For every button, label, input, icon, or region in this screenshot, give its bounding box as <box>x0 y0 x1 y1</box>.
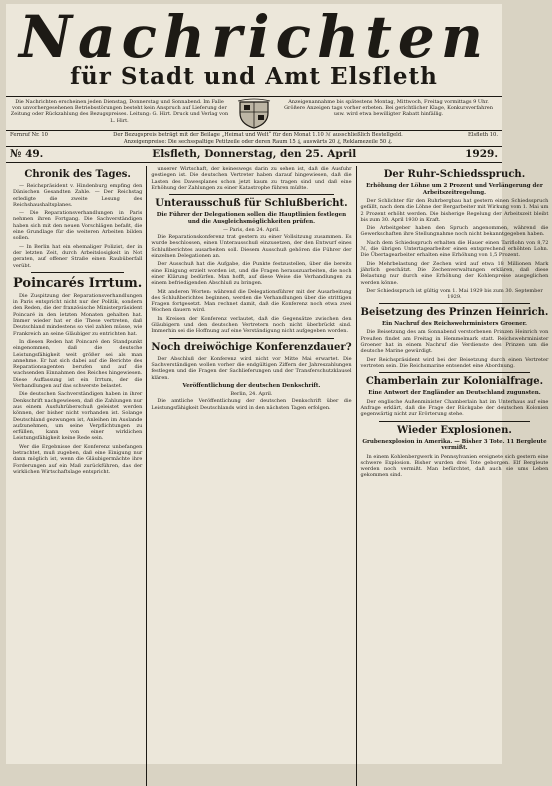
divider <box>31 272 124 273</box>
paragraph: In einem Kohlenbergwerk in Pennsylvanien ereignete sich gestern eine schwere Explosion. Bisher wurden drei Tote geborgen. Elf Bergleute werden noch vermißt. Man befürchtet, daß auch sie ums Leben gekommen sind. <box>360 453 549 479</box>
paragraph: Der Schlichter für den Ruhrbergbau hat gestern einen Schiedsspruch gefällt, nach dem die Löhne der Bergarbeiter mit Wirkung vom 1. Mai um 2 Prozent erhöht werden. Die bisherige Regelung der Arbeitszeit bleibt bis zum 30. April 1930 in Kraft. <box>360 198 549 223</box>
paragraph: — In Berlin hat ein ehemaliger Polizist, der in der letzten Zeit, durch Arbeitslosigkeit in Not geraten, auf offener Straße einen Raubüberfall verübt. <box>13 243 143 269</box>
dateline: Berlin, 24. April. <box>230 391 273 398</box>
divider <box>379 372 531 373</box>
paragraph: unserer Wirtschaft, der keineswegs darin zu sehen ist, daß die Ausfuhr gestiegen ist. Die deutschen Vertreter haben darauf hingewiesen, daß die Lasten des Dawesplanes schon jetzt kaum zu tragen sind und daß eine Erhöhung der Zahlungen zu einer Katastrophe führen müßte. <box>151 166 352 191</box>
phone-number: Fernruf Nr. 10 <box>10 132 48 138</box>
subheadline: Eine Antwort der Engländer an Deutschland zugunsten. <box>368 390 541 397</box>
paragraph: Der Ausschuß hat die Aufgabe, die Punkte festzustellen, über die bereits eine Einigung erzielt worden ist, und die Fragen herauszuarbeiten, die noch einer Klärung bedürfen. Man hofft, auf diese Weise die Verhandlungen zu einem befriedigenden Abschluß zu bringen. <box>151 261 352 287</box>
subheadline: Grubenexplosion in Amerika. — Bisher 3 Tote. 11 Bergleute vermißt. <box>362 438 547 452</box>
paragraph: Mit anderen Worten: während die Delegationsführer mit der Ausarbeitung des Schlußberichtes beginnen, werden die Verhandlungen über die strittigen Fragen fortgesetzt. Man rechnet damit, daß die Konferenz noch etwa zwei Wochen dauern wird. <box>151 288 352 314</box>
price-bar <box>6 130 502 146</box>
issue-date: Elsfleth, Donnerstag, den 25. April <box>152 148 357 160</box>
headline-konferenzdauer: Noch dreiwöchige Konferenzdauer? <box>151 341 352 353</box>
headline-poincare: Poincarés Irrtum. <box>13 275 143 291</box>
paragraph: Der Abschluß der Konferenz wird nicht vor Mitte Mai erwartet. Die Sachverständigen wollen vorher die endgültigen Ziffern der Jahreszahlungen festlegen und die Fragen der Sachlieferungen und der Transferschutzklausel klären. <box>151 355 352 381</box>
column-3 <box>356 166 552 786</box>
headline-chronik: Chronik des Tages. <box>24 169 131 180</box>
masthead-subtitle: für Stadt und Amt Elsfleth <box>70 63 438 90</box>
coat-of-arms-icon <box>237 99 271 129</box>
newspaper-page <box>6 3 549 764</box>
divider <box>379 303 531 304</box>
paragraph: Der englische Außenminister Chamberlain hat im Unterhaus auf eine Anfrage erklärt, daß die Frage der Rückgabe der deutschen Kolonien gegenwärtig nicht zur Erörterung stehe. <box>360 398 549 418</box>
article-columns <box>6 163 549 786</box>
dateline: — Paris, den 24. April. <box>222 227 280 234</box>
subheadline: Die Führer der Delegationen sollen die Hauptlinien festlegen und die Ausgleichsmöglichkeiten prüfen. <box>156 212 347 225</box>
paragraph: Die deutschen Sachverständigen haben in ihrer Denkschrift nachgewiesen, daß die Zahlungen nur aus einem Ausfuhrüberschuß geleistet werden können, der bisher nicht vorhanden ist. Solange Deutschland gezwungen ist, Anleihen im Auslande aufzunehmen, um seine Verpflichtungen zu erfüllen, kann von einer wirklichen Leistungsfähigkeit keine Rede sein. <box>13 391 143 442</box>
paragraph: Wer die Ergebnisse der Konferenz unbefangen betrachtet, muß zugeben, daß eine Einigung nur dann möglich ist, wenn die Gläubigermächte ihre Forderungen auf ein Maß zurückführen, das der wirklichen Wirtschaftslage entspricht. <box>13 443 143 475</box>
price-info <box>48 132 468 145</box>
masthead-title: Nachrichten <box>18 3 490 71</box>
paragraph: In Kreisen der Konferenz verlautet, daß die Gegensätze zwischen den Gläubigern und den deutschen Vertretern noch nicht überbrückt sind. Immerhin sei die Hoffnung auf eine Verständigung nicht aufgegeben worden. <box>151 315 352 335</box>
paragraph: In diesen Reden hat Poincaré den Standpunkt eingenommen, daß die deutsche Leistungsfähigkeit weit größer sei als man annehme. Er hat sich dabei auf die Berichte des Reparationsagenten berufen und auf die wachsenden Einnahmen des Reiches hingewiesen. Diese Auffassung ist ein Irrtum, der die Verhandlungen auf das schwerste belastet. <box>13 338 143 390</box>
column-1 <box>9 166 146 786</box>
dateline: Der Schiedsspruch ist gültig vom 1. Mai 1929 bis zum 30. September 1929. <box>366 287 543 300</box>
subheadline: Erhöhung der Löhne um 2 Prozent und Verlängerung der Arbeitszeitregelung. <box>366 183 543 196</box>
subheadline: Ein Nachruf des Reichswehrministers Groener. <box>381 320 527 327</box>
paragraph: Die Mehrbelastung der Zechen wird auf etwa 18 Millionen Mark jährlich geschätzt. Die Zechenverwaltungen erklären, daß diese Belastung nur durch eine Erhöhung der Kohlenpreise ausgeglichen werden könne. <box>360 260 549 286</box>
headline-explosionen: Wieder Explosionen. <box>397 424 512 436</box>
column-2 <box>146 166 355 786</box>
subheadline: Veröffentlichung der deutschen Denkschrift. <box>182 382 321 389</box>
paragraph: — Reichspräsident v. Hindenburg empfing den Dänischen Gesandten Zahle. — Der Reichstag erledigte die zweite Lesung des Reichshaushaltsplanes. <box>13 183 143 208</box>
date-bar <box>6 146 502 163</box>
headline-chamberlain: Chamberlain zur Kolonialfrage. <box>365 376 544 388</box>
publication-info-left: Die Nachrichten erscheinen jeden Dienstag, Donnerstag und Sonnabend. Im Falle von unvorhergesehenen Betriebsstörungen besteht kein Anspruch auf Lieferung der Zeitung oder Rückzahlung des Bezugspreises. Leitung: G. Hirt. Druck und Verlag von L. Hirt. <box>10 99 229 124</box>
publication-info <box>6 96 502 130</box>
subscription-price: Der Bezugspreis beträgt mit der Beilage „Heimat und Welt“ für den Monat 1.10 ℳ ausschließlich Bestellgeld. <box>113 132 403 138</box>
coat-of-arms-shield <box>237 99 271 129</box>
paragraph: Nach dem Schiedsspruch erhalten die Hauer einen Tariflohn von 8,72 ℳ, die übrigen Untertagearbeiter einen entsprechend erhöhten Lohn. Die Übertagearbeiter erhalten eine Erhöhung von 1,5 Prozent. <box>360 239 549 259</box>
divider <box>169 194 333 195</box>
headline-unterausschuss: Unterausschuß für Schlußbericht. <box>155 198 348 210</box>
publication-info-right: Anzeigenannahme bis spätestens Montag, Mittwoch, Freitag vormittags 9 Uhr. Größere Anzeigen tags vorher erbeten. Bei gerichtlicher Klage, Konkursverfahren usw. wird etwa bewilligter Rabatt hinfällig. <box>284 99 493 118</box>
headline-prinz-heinrich: Beisetzung des Prinzen Heinrich. <box>360 306 549 318</box>
headline-ruhr: Der Ruhr-Schiedsspruch. <box>383 169 526 180</box>
paragraph: Die Zuspitzung der Reparationsverhandlungen in Paris entspricht nicht nur der Politik, sondern den Reden, die der französische Ministerpräsident Poincaré in den letzten Monaten gehalten hat. Immer wieder hat er die These vertreten, daß Deutschland mindestens so viel zahlen müsse, wie Frankreich an seine Gläubiger zu entrichten hat. <box>13 292 143 337</box>
divider <box>379 421 531 422</box>
divider <box>169 338 333 339</box>
paragraph: Die amtliche Veröffentlichung der deutschen Denkschrift über die Leistungsfähigkeit Deutschlands wird in den nächsten Tagen erfolgen. <box>151 398 352 411</box>
paragraph: Die Reparationskonferenz trat gestern zu einer Vollsitzung zusammen. Es wurde beschlossen, einen Unterausschuß einzusetzen, der den Entwurf eines Schlußberichtes ausarbeiten soll. Diesem Ausschuß gehören die Führer der einzelnen Delegationen an. <box>151 234 352 260</box>
paragraph: Die Beisetzung des am Sonnabend verstorbenen Prinzen Heinrich von Preußen findet am Freitag in Hemmelmark statt. Reichswehrminister Groener hat in einem Nachruf die Verdienste des Prinzen um die deutsche Marine gewürdigt. <box>360 329 549 355</box>
paragraph: Die Arbeitgeber haben den Spruch angenommen, während die Gewerkschaften ihre Stellungnahme noch nicht bekanntgegeben haben. <box>360 225 549 238</box>
issue-year: 1929. <box>465 148 498 160</box>
paragraph: — Die Reparationsverhandlungen in Paris nehmen ihren Fortgang. Die Sachverständigen haben sich mit den neuen Vorschlägen befaßt, die eine Grundlage für die weiteren Arbeiten bilden sollen. <box>13 210 143 242</box>
issue-number: № 49. <box>10 148 44 160</box>
paragraph: Der Reichspräsident wird bei der Beisetzung durch einen Vertreter vertreten sein. Die Reichsmarine entsendet eine Abordnung. <box>360 356 549 369</box>
location-code: Elsfleth 10. <box>468 132 498 138</box>
ad-price: Anzeigenpreise: Die sechsspaltige Petitzeile oder deren Raum 15 ₰, auswärts 20 ₰, Reklamezeile 50 ₰. <box>123 138 393 145</box>
